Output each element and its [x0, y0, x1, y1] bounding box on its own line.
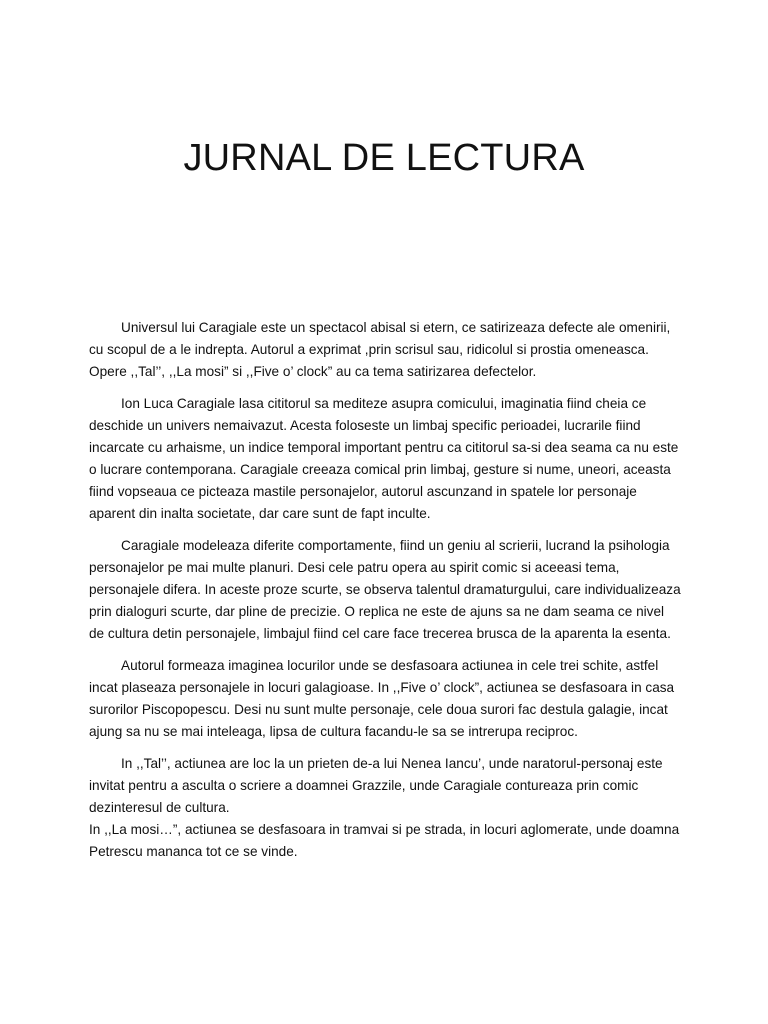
- document-body: [89, 317, 681, 873]
- paragraph-2: Ion Luca Caragiale lasa cititorul sa mediteze asupra comicului, imaginatia fiind cheia ce deschide un univers nemaivazut. Acesta foloseste un limbaj specific perioadei, lucrarile fiind incarcate cu arhaisme, un indice temporal important pentru ca cititorul sa-si dea seama ca nu este o lucrare contemporana. Caragiale creeaza comical prin limbaj, gesture si nume, uneori, aceasta fiind vopseaua ce picteaza mastile personajelor, autorul ascunzand in spatele lor personaje aparent din inalta societate, dar care sunt de fapt inculte.: [89, 396, 679, 521]
- paragraph-5: In ,,Tal’’, actiunea are loc la un prieten de-a lui Nenea Iancu’, unde naratorul-personaj este invitat pentru a asculta o scriere a doamnei Grazzile, unde Caragiale contureaza prin comic dezinteresul de cultura.: [89, 756, 663, 815]
- paragraph-4: Autorul formeaza imaginea locurilor unde se desfasoara actiunea in cele trei schite, astfel incat plaseaza personajele in locuri galagioase. In ,,Five o’ clock”, actiunea se desfasoara in casa surorilor Piscopopescu. Desi nu sunt multe personaje, cele doua surori fac destula galagie, incat ajung sa nu se mai inteleaga, lipsa de cultura facandu-le sa se intrerupa reciproc.: [89, 658, 675, 739]
- paragraph-3: Caragiale modeleaza diferite comportamente, fiind un geniu al scrierii, lucrand la psihologia personajelor pe mai multe planuri. Desi cele patru opera au spirit comic si aceeasi tema, personajele difera. In aceste proze scurte, se observa talentul dramaturgului, care individualizeaza prin dialoguri scurte, dar pline de precizie. O replica ne este de ajuns sa ne dam seama ce nivel de cultura detin personajele, limbajul fiind cel care face trecerea brusca de la aparenta la esenta.: [89, 538, 681, 641]
- paragraph-1: Universul lui Caragiale este un spectacol abisal si etern, ce satirizeaza defecte ale omenirii, cu scopul de a le indrepta. Autorul a exprimat ,prin scrisul sau, ridicolul si prostia omeneasca. Opere ,,Tal’’, ,,La mosi” si ,,Five o’ clock” au ca tema satirizarea defectelor.: [89, 320, 671, 379]
- document-title: JURNAL DE LECTURA: [183, 137, 585, 179]
- paragraph-6: In ,,La mosi…”, actiunea se desfasoara in tramvai si pe strada, in locuri aglomerate, unde doamna Petrescu mananca tot ce se vinde.: [89, 822, 680, 859]
